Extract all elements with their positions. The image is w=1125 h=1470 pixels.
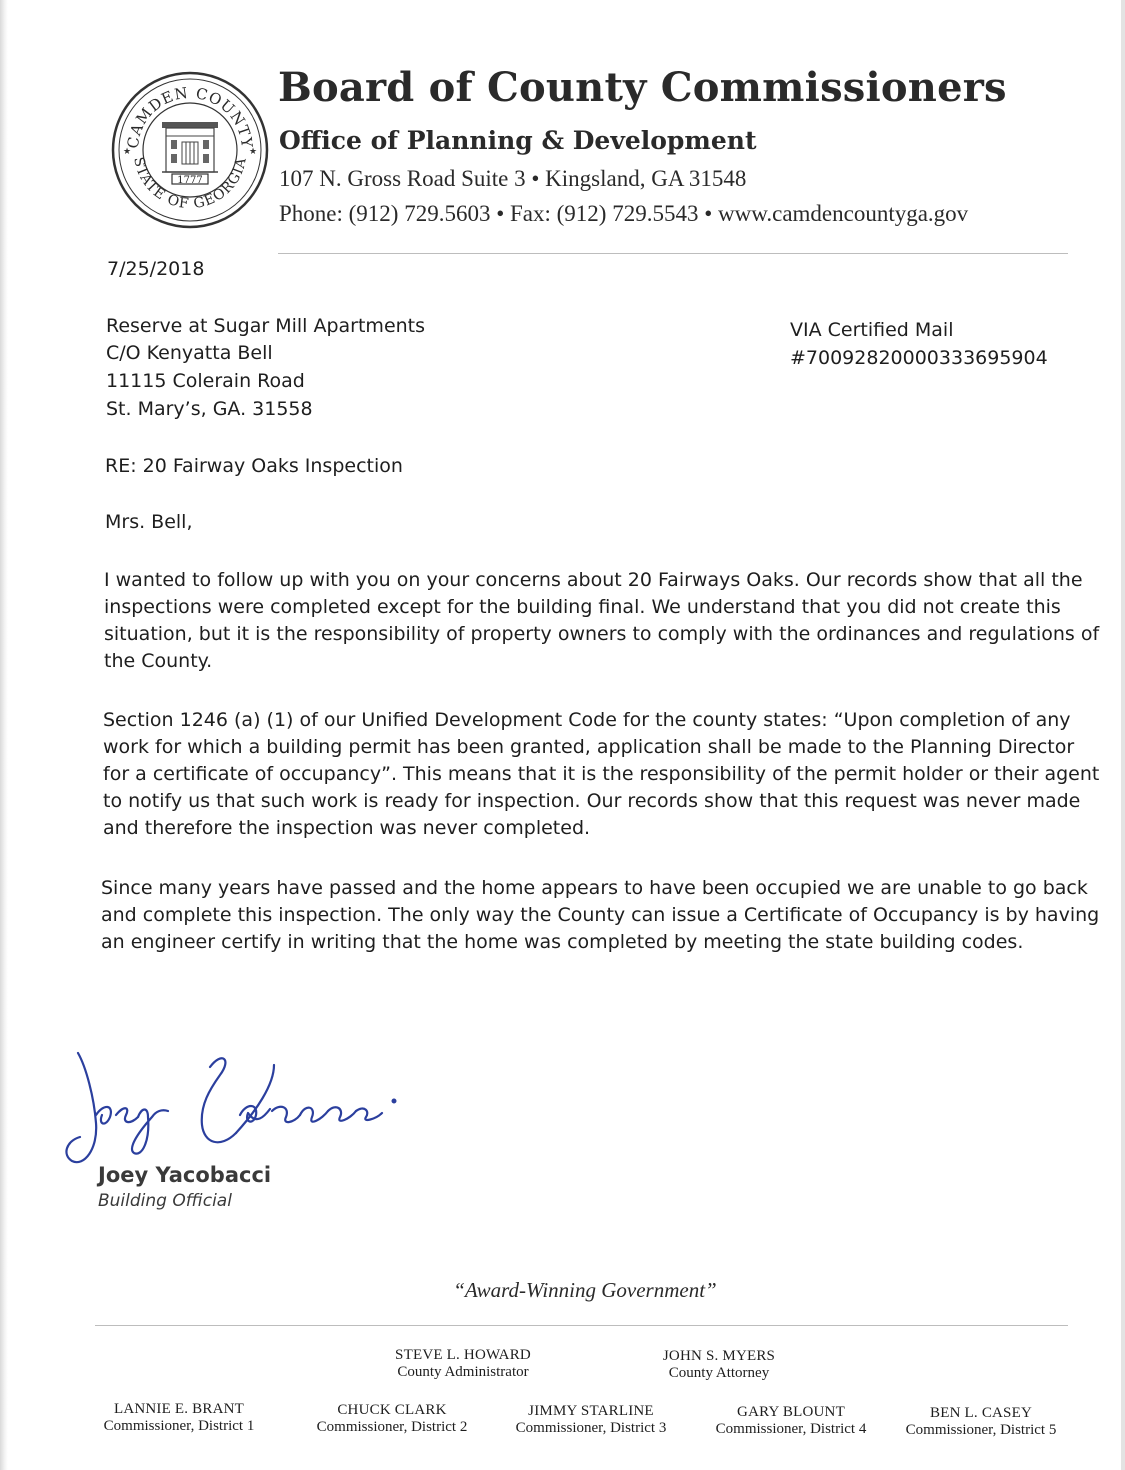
seal-year: 1777 xyxy=(177,175,203,186)
body-paragraph-3 xyxy=(101,875,1099,956)
body-paragraph-2 xyxy=(103,707,1099,842)
signer-name: Joey Yacobacci xyxy=(98,1163,272,1187)
commissioner-role: Commissioner, District 1 xyxy=(103,1418,255,1434)
svg-text:★: ★ xyxy=(123,147,132,157)
recipient-line: C/O Kenyatta Bell xyxy=(106,342,273,364)
commissioner-name: LANNIE E. BRANT xyxy=(113,1401,245,1417)
letterhead-address: 107 N. Gross Road Suite 3 • Kingsland, GA 31548 xyxy=(279,166,747,191)
recipient-line: 11115 Colerain Road xyxy=(106,370,305,392)
county-seal-icon xyxy=(110,70,270,230)
paragraph-line: Section 1246 (a) (1) of our Unified Development Code for the county states: “Upon completion of any xyxy=(103,709,1071,731)
commissioner-district-2 xyxy=(301,1402,483,1436)
commissioner-name: GARY BLOUNT xyxy=(737,1404,845,1420)
official-county-administrator xyxy=(378,1347,548,1381)
commissioner-role: Commissioner, District 2 xyxy=(316,1419,468,1435)
commissioner-district-5 xyxy=(890,1405,1072,1439)
commissioner-district-4 xyxy=(700,1404,882,1438)
commissioner-role: Commissioner, District 5 xyxy=(905,1422,1057,1438)
letter-date: 7/25/2018 xyxy=(107,258,205,280)
paragraph-line: inspections were completed except for the building final. We understand that you did not create this xyxy=(104,596,1061,618)
tracking-number: #70092820000333695904 xyxy=(790,347,1048,369)
paragraph-line: and complete this inspection. The only way the County can issue a Certificate of Occupancy is by having xyxy=(101,904,1100,926)
page-edge-shadow xyxy=(0,0,8,1470)
paragraph-line: situation, but it is the responsibility of property owners to comply with the ordinances and regulations of xyxy=(104,623,1100,645)
page-edge-right xyxy=(1121,0,1125,1470)
seal-bottom-text: STATE OF GEORGIA xyxy=(130,155,250,213)
commissioner-district-3 xyxy=(500,1403,682,1437)
official-role: County Administrator xyxy=(397,1364,529,1380)
paragraph-line: to notify us that such work is ready for inspection. Our records show that this request was never made xyxy=(103,790,1081,812)
commissioner-role: Commissioner, District 3 xyxy=(515,1420,667,1436)
paragraph-line: Since many years have passed and the home appears to have been occupied we are unable to go back xyxy=(101,877,1088,899)
paragraph-line: for a certificate of occupancy”. This means that it is the responsibility of the permit holder or their agent xyxy=(103,763,1100,785)
handwritten-signature xyxy=(60,1045,405,1175)
signer-title: Building Official xyxy=(98,1191,232,1211)
seal-top-text: CAMDEN COUNTY xyxy=(123,83,257,150)
paragraph-line: the County. xyxy=(104,650,213,672)
body-paragraph-1 xyxy=(104,567,1099,675)
svg-text:★: ★ xyxy=(249,147,258,157)
recipient-line: Reserve at Sugar Mill Apartments xyxy=(106,315,426,337)
footer-divider xyxy=(95,1325,1068,1326)
paragraph-line: I wanted to follow up with you on your concerns about 20 Fairways Oaks. Our records show that all the xyxy=(104,569,1083,591)
salutation: Mrs. Bell, xyxy=(105,511,193,533)
official-name: JOHN S. MYERS xyxy=(662,1348,776,1364)
commissioner-name: BEN L. CASEY xyxy=(930,1405,1032,1421)
delivery-method: VIA Certified Mail xyxy=(790,319,954,341)
letterhead-subtitle: Office of Planning & Development xyxy=(279,126,757,155)
letterhead-divider xyxy=(278,253,1068,254)
letterhead-contact: Phone: (912) 729.5603 • Fax: (912) 729.5543 • www.camdencountyga.gov xyxy=(279,201,969,226)
footer-motto: “Award-Winning Government” xyxy=(453,1278,717,1302)
subject-line: RE: 20 Fairway Oaks Inspection xyxy=(105,455,403,477)
commissioner-role: Commissioner, District 4 xyxy=(715,1421,867,1437)
paragraph-line: work for which a building permit has been granted, application shall be made to the Planning Director xyxy=(103,736,1075,758)
paragraph-line: and therefore the inspection was never completed. xyxy=(103,817,591,839)
paragraph-line: an engineer certify in writing that the home was completed by meeting the state building codes. xyxy=(101,931,1024,953)
commissioner-name: CHUCK CLARK xyxy=(337,1402,447,1418)
commissioner-district-1 xyxy=(88,1401,270,1435)
official-role: County Attorney xyxy=(668,1365,770,1381)
recipient-line: St. Mary’s, GA. 31558 xyxy=(106,398,313,420)
official-name: STEVE L. HOWARD xyxy=(395,1347,531,1363)
official-county-attorney xyxy=(634,1348,804,1382)
letterhead-title: Board of County Commissioners xyxy=(278,64,1007,111)
commissioner-name: JIMMY STARLINE xyxy=(528,1403,654,1419)
